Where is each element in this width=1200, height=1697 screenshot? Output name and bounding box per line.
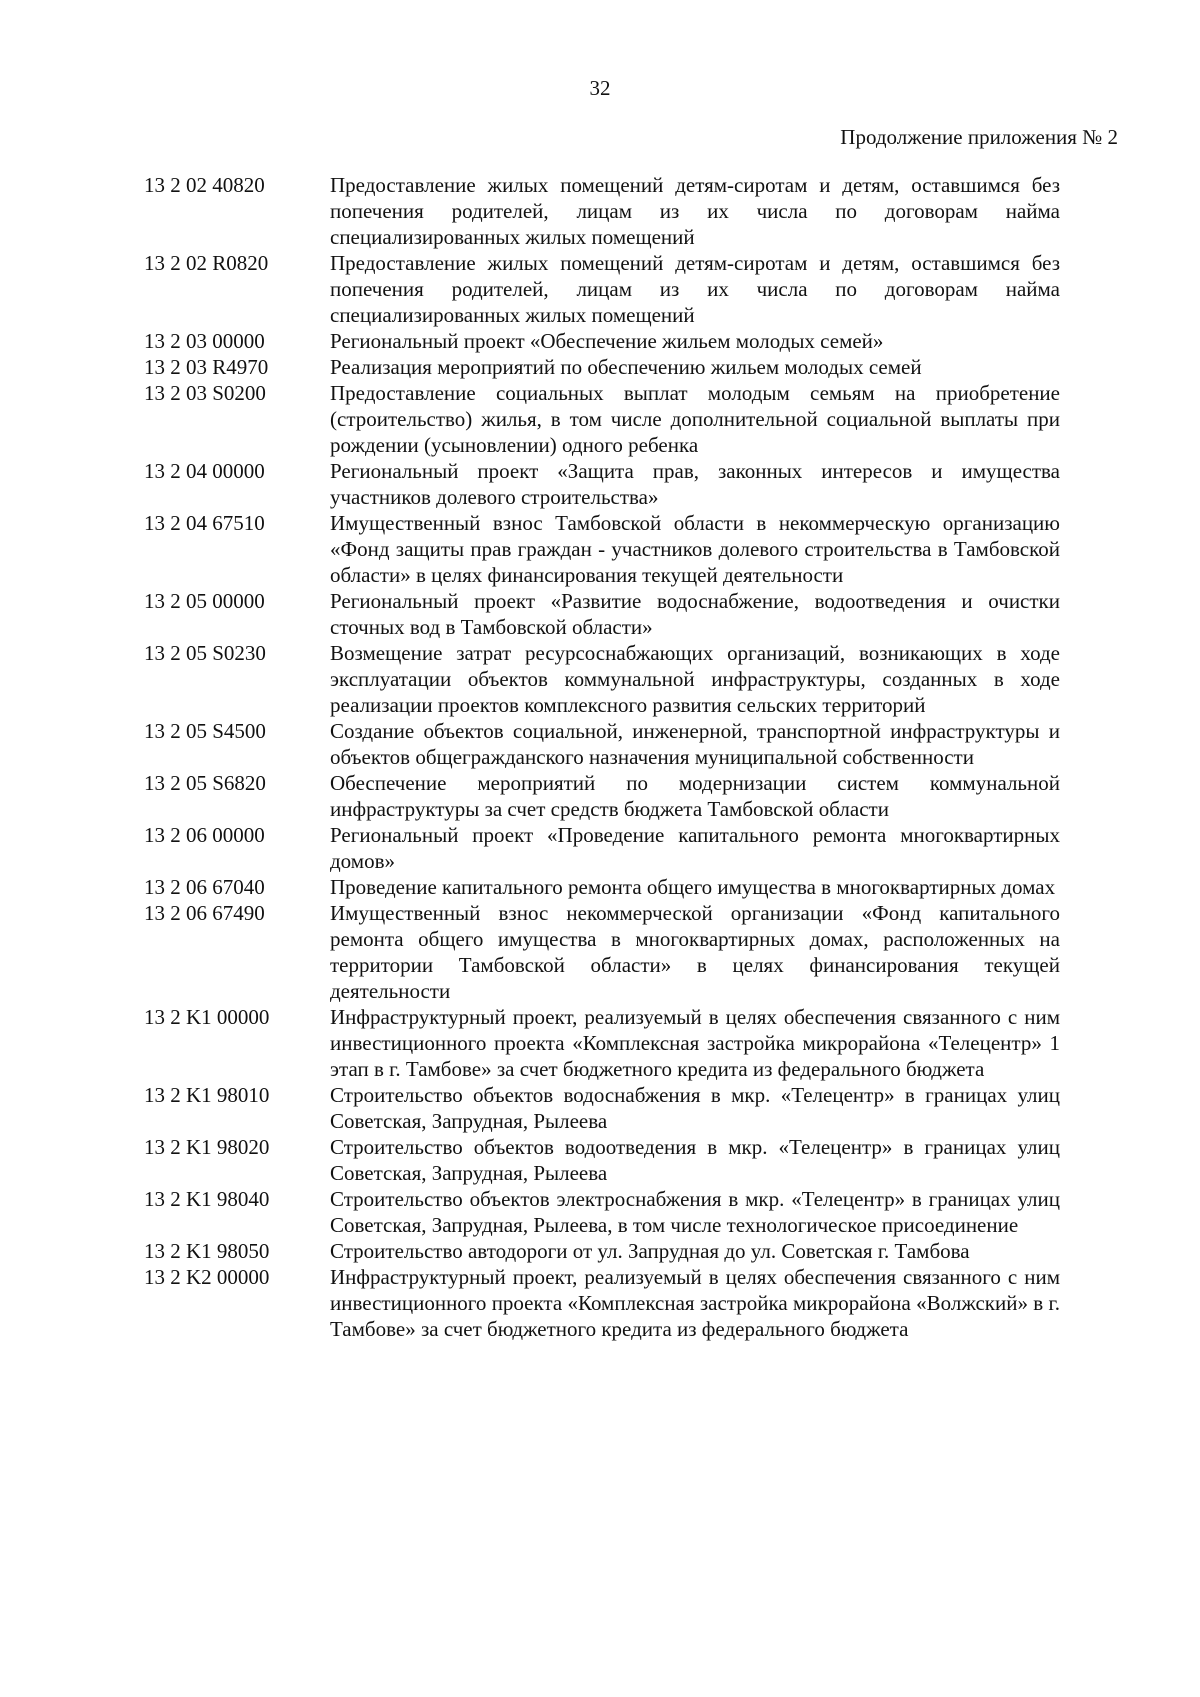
entry-code: 13 2 06 67040 bbox=[144, 875, 265, 899]
code-entry bbox=[0, 458, 1200, 510]
code-entry bbox=[0, 874, 1200, 900]
entry-description: Предоставление жилых помещений детям-сиротам и детям, оставшимся без попечения родителей, лицам из их числа по договорам найма специализированных жилых помещений bbox=[330, 251, 1060, 327]
code-entry bbox=[0, 718, 1200, 770]
entry-code: 13 2 06 00000 bbox=[144, 823, 265, 847]
entry-code: 13 2 05 S4500 bbox=[144, 719, 266, 743]
entry-description: Реализация мероприятий по обеспечению жильем молодых семей bbox=[330, 355, 922, 379]
code-entry bbox=[0, 770, 1200, 822]
entry-code: 13 2 02 40820 bbox=[144, 173, 265, 197]
entry-description: Региональный проект «Развитие водоснабжение, водоотведения и очистки сточных вод в Тамбовской области» bbox=[330, 589, 1060, 639]
entry-code: 13 2 K1 98020 bbox=[144, 1135, 270, 1159]
entry-description: Предоставление жилых помещений детям-сиротам и детям, оставшимся без попечения родителей, лицам из их числа по договорам найма специализированных жилых помещений bbox=[330, 173, 1060, 249]
entry-code: 13 2 K1 98010 bbox=[144, 1083, 270, 1107]
entry-description: Имущественный взнос некоммерческой организации «Фонд капитального ремонта общего имущества в многоквартирных домах, расположенных на территории Тамбовской области» в целях финансирования текущей деятельности bbox=[330, 901, 1060, 1003]
entry-code: 13 2 04 00000 bbox=[144, 459, 265, 483]
entry-code: 13 2 05 S6820 bbox=[144, 771, 266, 795]
entry-description: Инфраструктурный проект, реализуемый в целях обеспечения связанного с ним инвестиционного проекта «Комплексная застройка микрорайона «Телецентр» 1 этап в г. Тамбове» за счет бюджетного кредита из федерального бюджета bbox=[330, 1005, 1060, 1081]
code-entry bbox=[0, 380, 1200, 458]
entry-code: 13 2 K1 98040 bbox=[144, 1187, 270, 1211]
entry-code: 13 2 03 R4970 bbox=[144, 355, 269, 379]
entry-description: Строительство объектов электроснабжения в мкр. «Телецентр» в границах улиц Советская, Запрудная, Рылеева, в том числе технологическое присоединение bbox=[330, 1187, 1060, 1237]
code-entry bbox=[0, 822, 1200, 874]
appendix-continuation-note: Продолжение приложения № 2 bbox=[840, 125, 1118, 149]
code-entry bbox=[0, 900, 1200, 1004]
code-entry bbox=[0, 1238, 1200, 1264]
entry-description: Инфраструктурный проект, реализуемый в целях обеспечения связанного с ним инвестиционного проекта «Комплексная застройка микрорайона «Волжский» в г. Тамбове» за счет бюджетного кредита из федерального бюджета bbox=[330, 1265, 1060, 1341]
entry-description: Региональный проект «Обеспечение жильем молодых семей» bbox=[330, 329, 884, 353]
code-entry bbox=[0, 1004, 1200, 1082]
code-entry bbox=[0, 588, 1200, 640]
entry-code: 13 2 02 R0820 bbox=[144, 251, 269, 275]
code-entry bbox=[0, 172, 1200, 250]
entry-description: Региональный проект «Защита прав, законных интересов и имущества участников долевого строительства» bbox=[330, 459, 1060, 509]
entry-description: Возмещение затрат ресурсоснабжающих организаций, возникающих в ходе эксплуатации объектов коммунальной инфраструктуры, созданных в ходе реализации проектов комплексного развития сельских территорий bbox=[330, 641, 1060, 717]
entry-code: 13 2 K1 98050 bbox=[144, 1239, 270, 1263]
entry-code: 13 2 K2 00000 bbox=[144, 1265, 270, 1289]
entry-description: Региональный проект «Проведение капитального ремонта многоквартирных домов» bbox=[330, 823, 1060, 873]
entry-code: 13 2 05 00000 bbox=[144, 589, 265, 613]
code-entry bbox=[0, 354, 1200, 380]
entry-description: Строительство автодороги от ул. Запрудная до ул. Советская г. Тамбова bbox=[330, 1239, 970, 1263]
entry-description: Создание объектов социальной, инженерной, транспортной инфраструктуры и объектов общегражданского назначения муниципальной собственности bbox=[330, 719, 1060, 769]
code-entry bbox=[0, 328, 1200, 354]
entry-description: Имущественный взнос Тамбовской области в некоммерческую организацию «Фонд защиты прав граждан - участников долевого строительства в Тамбовской области» в целях финансирования текущей деятельности bbox=[330, 511, 1060, 587]
entry-description: Предоставление социальных выплат молодым семьям на приобретение (строительство) жилья, в том числе дополнительной социальной выплаты при рождении (усыновлении) одного ребенка bbox=[330, 381, 1060, 457]
code-entry bbox=[0, 250, 1200, 328]
entry-code: 13 2 05 S0230 bbox=[144, 641, 266, 665]
code-entry bbox=[0, 510, 1200, 588]
code-entry bbox=[0, 1082, 1200, 1134]
code-entry bbox=[0, 640, 1200, 718]
code-entry bbox=[0, 1134, 1200, 1186]
entry-code: 13 2 06 67490 bbox=[144, 901, 265, 925]
entry-code: 13 2 03 S0200 bbox=[144, 381, 266, 405]
entry-code: 13 2 04 67510 bbox=[144, 511, 265, 535]
entry-description: Проведение капитального ремонта общего имущества в многоквартирных домах bbox=[330, 875, 1056, 899]
classification-code-list bbox=[0, 172, 1200, 1342]
entry-code: 13 2 03 00000 bbox=[144, 329, 265, 353]
page-number: 32 bbox=[589, 76, 611, 100]
entry-description: Обеспечение мероприятий по модернизации систем коммунальной инфраструктуры за счет средств бюджета Тамбовской области bbox=[330, 771, 1060, 821]
code-entry bbox=[0, 1186, 1200, 1238]
entry-code: 13 2 K1 00000 bbox=[144, 1005, 270, 1029]
entry-description: Строительство объектов водоотведения в мкр. «Телецентр» в границах улиц Советская, Запрудная, Рылеева bbox=[330, 1135, 1060, 1185]
code-entry bbox=[0, 1264, 1200, 1342]
entry-description: Строительство объектов водоснабжения в мкр. «Телецентр» в границах улиц Советская, Запрудная, Рылеева bbox=[330, 1083, 1060, 1133]
